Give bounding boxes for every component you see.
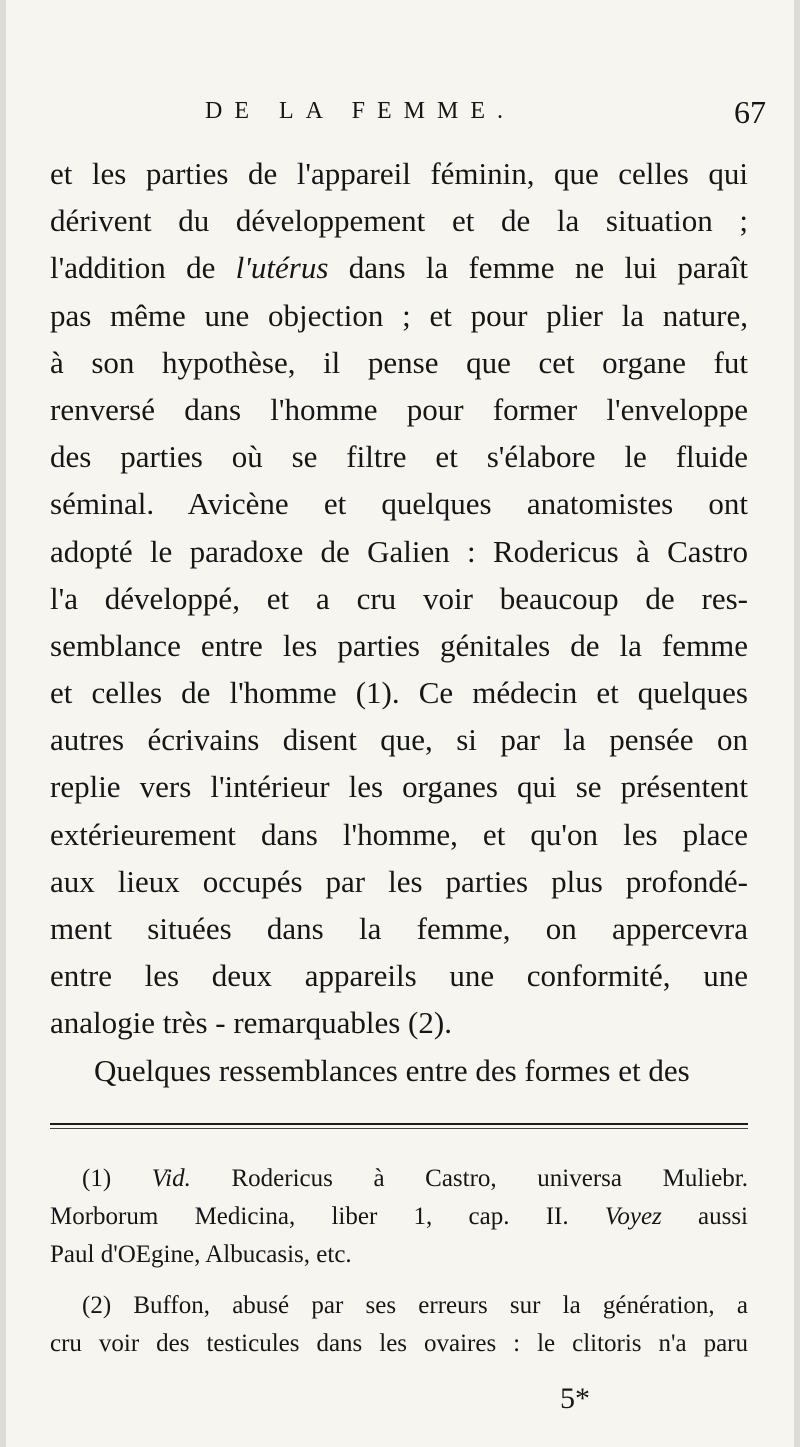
text-line: et les parties de l'appareil féminin, que celles qui: [50, 156, 748, 191]
scan-left-edge: [0, 0, 6, 1447]
footnote-2-line: cru voir des testicules dans les ovaires : le clitoris n'a paru: [50, 1330, 748, 1357]
text-line: entre les deux appareils une conformité, une: [50, 958, 748, 994]
italic-voyez: Voyez: [604, 1203, 662, 1230]
text-fragment: dans la femme ne lui paraît: [328, 250, 748, 286]
page-header: [0, 96, 800, 140]
text-line: aux lieux occupés par les parties plus profondé-: [50, 863, 748, 899]
page-number: 67: [734, 94, 766, 130]
italic-vid: Vid.: [151, 1165, 191, 1192]
footnote-1-line: Paul d'OEgine, Albucasis, etc.: [50, 1241, 352, 1268]
text-line: adopté le paradoxe de Galien : Rodericus à Castro: [50, 533, 748, 569]
text-line-uterus: [50, 244, 748, 291]
paragraph-start-line: Quelques ressemblances entre des formes et des: [94, 1052, 690, 1088]
main-text: [50, 150, 748, 1094]
text-line: dérivent du développement et de la situation ;: [50, 203, 748, 239]
text-fragment: l'addition de: [50, 250, 236, 286]
text-line: semblance entre les parties génitales de la femme: [50, 627, 748, 663]
text-line: pas même une objection ; et pour plier la nature,: [50, 297, 748, 333]
text-line: l'a développé, et a cru voir beaucoup de res-: [50, 580, 748, 616]
text-fragment: Rodericus à Castro, universa Muliebr.: [190, 1165, 749, 1192]
text-line: séminal. Avicène et quelques anatomistes ont: [50, 486, 748, 522]
text-line: ment situées dans la femme, on appercevra: [50, 911, 748, 946]
text-line: autres écrivains disent que, si par la pensée on: [50, 722, 748, 758]
footnote-1-marker: (1): [82, 1165, 152, 1192]
text-fragment: aussi: [661, 1203, 749, 1230]
text-line: replie vers l'intérieur les organes qui se présentent: [50, 769, 748, 805]
footnote-1-line: [50, 1198, 748, 1236]
text-line: extérieurement dans l'homme, et qu'on les place: [50, 816, 748, 852]
footnotes: [50, 1160, 748, 1363]
footnote-rule: [50, 1123, 748, 1129]
running-title: DE LA FEMME.: [205, 98, 516, 124]
text-line: et celles de l'homme (1). Ce médecin et quelques: [50, 675, 748, 711]
text-line: analogie très - remarquables (2).: [50, 1005, 452, 1041]
text-line: renversé dans l'homme pour former l'enveloppe: [50, 391, 748, 427]
italic-term-uterus: l'utérus: [235, 250, 329, 286]
text-line: des parties où se filtre et s'élabore le fluide: [50, 439, 748, 475]
text-line: à son hypothèse, il pense que cet organe fut: [50, 344, 748, 380]
footnote-1-line: [50, 1160, 748, 1198]
scan-right-edge: [794, 0, 800, 1447]
footnote-2-line: (2) Buffon, abusé par ses erreurs sur la génération, a: [82, 1292, 748, 1319]
signature-mark: 5*: [560, 1382, 590, 1415]
text-fragment: Morborum Medicina, liber 1, cap. II.: [50, 1203, 605, 1230]
